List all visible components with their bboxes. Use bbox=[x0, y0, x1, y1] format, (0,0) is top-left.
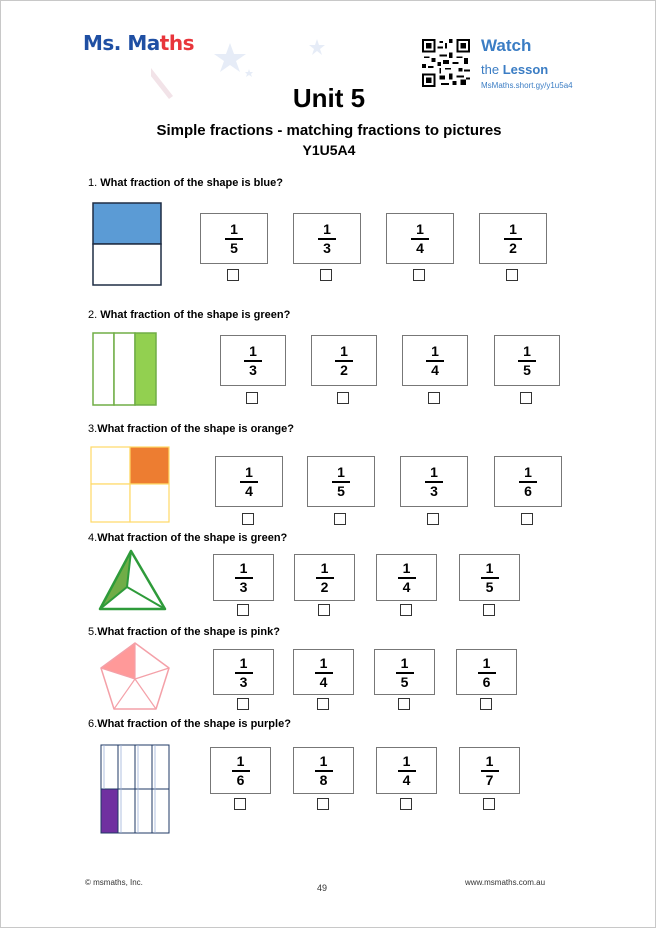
answer-checkbox[interactable] bbox=[237, 604, 249, 616]
fraction bbox=[518, 344, 536, 378]
shape-4-green-triangle bbox=[97, 549, 169, 611]
question-6-label: 6.What fraction of the shape is purple? bbox=[88, 718, 291, 730]
numerator: 1 bbox=[431, 343, 439, 359]
fraction-option[interactable] bbox=[376, 747, 437, 794]
question-5-label: 5.What fraction of the shape is pink? bbox=[88, 626, 280, 638]
fraction bbox=[478, 656, 496, 690]
fraction bbox=[426, 344, 444, 378]
answer-checkbox[interactable] bbox=[506, 269, 518, 281]
activity-code: Y1U5A4 bbox=[302, 142, 356, 158]
answer-checkbox[interactable] bbox=[413, 269, 425, 281]
denominator: 5 bbox=[400, 674, 409, 690]
denominator: 4 bbox=[245, 483, 253, 499]
answer-checkbox[interactable] bbox=[334, 513, 346, 525]
fraction-option[interactable] bbox=[293, 747, 354, 794]
numerator: 1 bbox=[402, 560, 411, 576]
numerator: 1 bbox=[239, 655, 248, 671]
numerator: 1 bbox=[319, 655, 328, 671]
shape-1-blue-rectangle bbox=[91, 201, 163, 287]
denominator: 3 bbox=[239, 674, 248, 690]
answer-checkbox[interactable] bbox=[480, 698, 492, 710]
numerator: 1 bbox=[323, 221, 331, 237]
answer-checkbox[interactable] bbox=[427, 513, 439, 525]
shape-6-purple-grid bbox=[99, 743, 173, 835]
fraction bbox=[315, 656, 333, 690]
question-3-label: 3.What fraction of the shape is orange? bbox=[88, 423, 294, 435]
denominator: 6 bbox=[482, 674, 491, 690]
numerator: 1 bbox=[485, 753, 494, 769]
fraction-option[interactable] bbox=[294, 554, 355, 601]
numerator: 1 bbox=[245, 464, 253, 480]
denominator: 5 bbox=[523, 362, 531, 378]
fraction-option[interactable] bbox=[200, 213, 268, 264]
fraction-option[interactable] bbox=[293, 213, 361, 264]
fraction-option[interactable] bbox=[311, 335, 377, 386]
numerator: 1 bbox=[509, 221, 517, 237]
answer-checkbox[interactable] bbox=[521, 513, 533, 525]
footer-copyright: © msmaths, Inc. bbox=[85, 878, 143, 887]
denominator: 7 bbox=[485, 772, 494, 788]
fraction bbox=[411, 222, 429, 256]
fraction bbox=[519, 465, 537, 499]
lesson-url[interactable]: MsMaths.short.gy/y1u5a4 bbox=[481, 81, 573, 90]
fraction bbox=[425, 465, 443, 499]
fraction-option[interactable] bbox=[307, 456, 375, 507]
fraction-option[interactable] bbox=[220, 335, 286, 386]
answer-checkbox[interactable] bbox=[234, 798, 246, 810]
numerator: 1 bbox=[524, 464, 532, 480]
fraction-option[interactable] bbox=[456, 649, 517, 695]
denominator: 2 bbox=[320, 579, 329, 595]
fraction bbox=[398, 561, 416, 595]
shape-5-pink-pentagon bbox=[98, 641, 172, 713]
answer-checkbox[interactable] bbox=[317, 698, 329, 710]
fraction bbox=[244, 344, 262, 378]
fraction-option[interactable] bbox=[376, 554, 437, 601]
fraction bbox=[318, 222, 336, 256]
fraction bbox=[398, 754, 416, 788]
numerator: 1 bbox=[482, 655, 491, 671]
answer-checkbox[interactable] bbox=[520, 392, 532, 404]
numerator: 1 bbox=[337, 464, 345, 480]
fraction-option[interactable] bbox=[479, 213, 547, 264]
denominator: 4 bbox=[402, 579, 411, 595]
answer-checkbox[interactable] bbox=[400, 798, 412, 810]
page-title: Unit 5 bbox=[292, 83, 366, 113]
denominator: 8 bbox=[319, 772, 328, 788]
fraction-option[interactable] bbox=[400, 456, 468, 507]
question-1-label: 1. What fraction of the shape is blue? bbox=[88, 177, 283, 189]
question-4-label: 4.What fraction of the shape is green? bbox=[88, 532, 288, 544]
fraction-option[interactable] bbox=[494, 456, 562, 507]
numerator: 1 bbox=[236, 753, 245, 769]
numerator: 1 bbox=[485, 560, 494, 576]
qr-code bbox=[422, 39, 470, 87]
msmaths-logo: Ms. Maths bbox=[83, 31, 194, 55]
shape-3-orange-quarters bbox=[89, 445, 173, 525]
denominator: 3 bbox=[249, 362, 257, 378]
fraction-option[interactable] bbox=[213, 554, 274, 601]
answer-checkbox[interactable] bbox=[317, 798, 329, 810]
fraction-option[interactable] bbox=[215, 456, 283, 507]
fraction-option[interactable] bbox=[210, 747, 271, 794]
page-number: 49 bbox=[317, 883, 328, 893]
fraction-option[interactable] bbox=[386, 213, 454, 264]
denominator: 4 bbox=[416, 240, 424, 256]
denominator: 3 bbox=[430, 483, 438, 499]
numerator: 1 bbox=[523, 343, 531, 359]
fraction-option[interactable] bbox=[402, 335, 468, 386]
fraction bbox=[315, 754, 333, 788]
numerator: 1 bbox=[230, 221, 238, 237]
numerator: 1 bbox=[249, 343, 257, 359]
watch-label: Watch bbox=[481, 36, 532, 55]
denominator: 6 bbox=[236, 772, 245, 788]
question-2-label: 2. What fraction of the shape is green? bbox=[88, 309, 291, 321]
numerator: 1 bbox=[402, 753, 411, 769]
answer-checkbox[interactable] bbox=[318, 604, 330, 616]
fraction bbox=[235, 656, 253, 690]
fraction-option[interactable] bbox=[494, 335, 560, 386]
answer-checkbox[interactable] bbox=[483, 604, 495, 616]
fraction bbox=[235, 561, 253, 595]
denominator: 4 bbox=[319, 674, 328, 690]
numerator: 1 bbox=[400, 655, 409, 671]
answer-checkbox[interactable] bbox=[320, 269, 332, 281]
answer-checkbox[interactable] bbox=[237, 698, 249, 710]
denominator: 3 bbox=[239, 579, 248, 595]
numerator: 1 bbox=[340, 343, 348, 359]
answer-checkbox[interactable] bbox=[242, 513, 254, 525]
fraction bbox=[225, 222, 243, 256]
answer-checkbox[interactable] bbox=[483, 798, 495, 810]
fraction-option[interactable] bbox=[374, 649, 435, 695]
answer-checkbox[interactable] bbox=[227, 269, 239, 281]
fraction-option[interactable] bbox=[459, 747, 520, 794]
subtitle: Simple fractions - matching fractions to pictures bbox=[156, 122, 502, 139]
denominator: 4 bbox=[402, 772, 411, 788]
fraction bbox=[316, 561, 334, 595]
denominator: 2 bbox=[509, 240, 517, 256]
fraction bbox=[481, 561, 499, 595]
answer-checkbox[interactable] bbox=[400, 604, 412, 616]
answer-checkbox[interactable] bbox=[398, 698, 410, 710]
numerator: 1 bbox=[319, 753, 328, 769]
fraction bbox=[332, 465, 350, 499]
fraction bbox=[240, 465, 258, 499]
numerator: 1 bbox=[239, 560, 248, 576]
numerator: 1 bbox=[430, 464, 438, 480]
answer-checkbox[interactable] bbox=[246, 392, 258, 404]
fraction-option[interactable] bbox=[459, 554, 520, 601]
answer-checkbox[interactable] bbox=[337, 392, 349, 404]
denominator: 6 bbox=[524, 483, 532, 499]
fraction bbox=[232, 754, 250, 788]
fraction bbox=[504, 222, 522, 256]
fraction-option[interactable] bbox=[293, 649, 354, 695]
denominator: 5 bbox=[230, 240, 238, 256]
shape-2-green-thirds bbox=[91, 331, 159, 407]
answer-checkbox[interactable] bbox=[428, 392, 440, 404]
numerator: 1 bbox=[416, 221, 424, 237]
footer-website[interactable]: www.msmaths.com.au bbox=[465, 878, 546, 887]
denominator: 2 bbox=[340, 362, 348, 378]
fraction-option[interactable] bbox=[213, 649, 274, 695]
denominator: 5 bbox=[485, 579, 494, 595]
numerator: 1 bbox=[320, 560, 329, 576]
the-lesson-label: the Lesson bbox=[481, 62, 549, 77]
fraction bbox=[396, 656, 414, 690]
denominator: 5 bbox=[337, 483, 345, 499]
fraction bbox=[481, 754, 499, 788]
denominator: 3 bbox=[323, 240, 331, 256]
denominator: 4 bbox=[431, 362, 439, 378]
fraction bbox=[335, 344, 353, 378]
